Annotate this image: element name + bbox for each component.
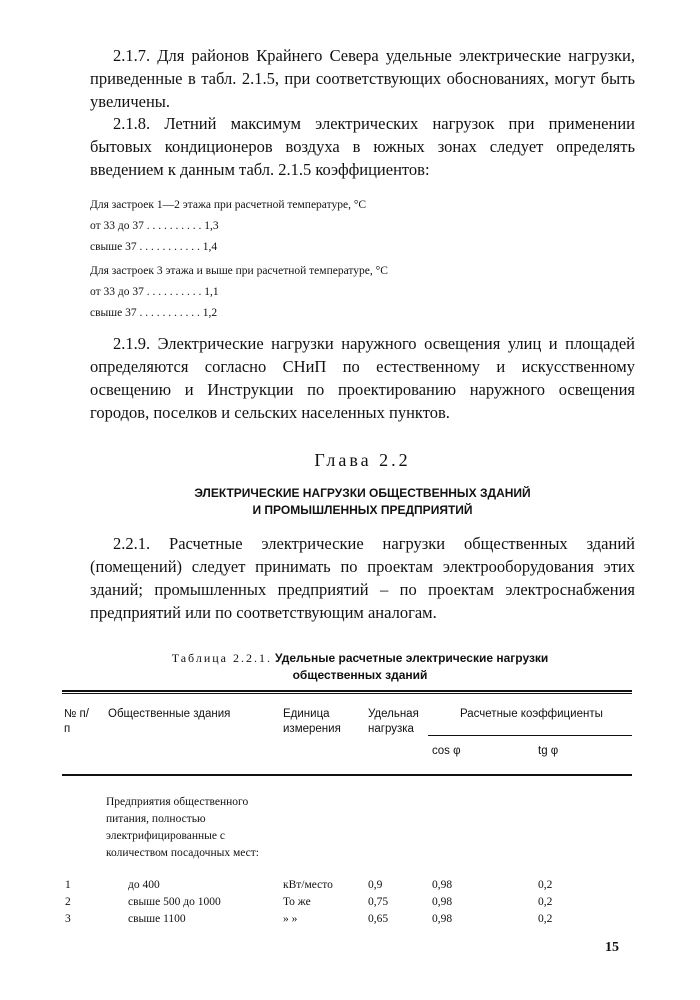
chapter-subtitle-line: ЭЛЕКТРИЧЕСКИЕ НАГРУЗКИ ОБЩЕСТВЕННЫХ ЗДАНИЙ: [194, 486, 531, 500]
row-load: 0,65: [368, 913, 389, 925]
row-cos-phi: 0,98: [432, 879, 453, 891]
table-header-rule: [62, 774, 632, 776]
row-unit: То же: [283, 896, 311, 908]
table-title: общественных зданий: [292, 668, 428, 682]
column-header-load: Удельная нагрузка: [368, 708, 419, 735]
coefficient-line: свыше 37 . . . . . . . . . . . 1,4: [90, 241, 218, 253]
coefficient-line: от 33 до 37 . . . . . . . . . . 1,3: [90, 220, 219, 232]
row-tg-phi: 0,2: [538, 913, 553, 925]
row-unit: кВт/место: [283, 879, 333, 891]
row-load: 0,75: [368, 896, 389, 908]
column-header-coefficients: Расчетные коэффициенты: [460, 708, 603, 720]
row-tg-phi: 0,2: [538, 896, 553, 908]
table-top-rule: [62, 690, 632, 692]
table-caption: [120, 650, 600, 684]
coefficient-heading: Для застроек 3 этажа и выше при расчетной температуре, °С: [90, 265, 388, 277]
row-number: 2: [65, 896, 71, 908]
row-number: 1: [65, 879, 71, 891]
paragraph-2-1-7: 2.1.7. Для районов Крайнего Севера удельные электрические нагрузки, приведенные в табл. 2.1.5, при соответствующих обоснованиях, могут быть увеличены.: [90, 46, 635, 111]
table-top-rule: [62, 693, 632, 694]
paragraph-2-1-9: 2.1.9. Электрические нагрузки наружного освещения улиц и площадей определяются согласно СНиП по естественному и искусственному освещению и Инструкции по проектированию наружного освещения городов, поселков и сельских населенных пунктов.: [90, 334, 635, 422]
row-number: 3: [65, 913, 71, 925]
column-header-number: № п/п: [64, 708, 89, 735]
row-unit: » »: [283, 913, 298, 925]
coefficient-block-1: [90, 195, 366, 258]
header-divider: [428, 735, 632, 736]
coefficient-line: свыше 37 . . . . . . . . . . . 1,2: [90, 307, 218, 319]
chapter-heading: Глава 2.2: [314, 450, 411, 470]
table-group-description: Предприятия общественного питания, полностью электрифицированные с количеством посадочных мест:: [106, 796, 259, 859]
page-number: 15: [605, 940, 619, 955]
coefficient-block-2: [90, 261, 388, 324]
column-header-unit: Единица измерения: [283, 708, 341, 735]
row-description: до 400: [128, 879, 160, 891]
chapter-subtitle-line: И ПРОМЫШЛЕННЫХ ПРЕДПРИЯТИЙ: [252, 503, 473, 517]
chapter-subtitle: [90, 485, 635, 519]
paragraph-2-2-1: 2.2.1. Расчетные электрические нагрузки общественных зданий (помещений) следует принимать по проектам электрооборудования этих зданий; промышленных предприятий – по проектам электроснабжения предприятий или по соответствующим аналогам.: [90, 534, 635, 622]
column-header-name: Общественные здания: [108, 708, 231, 720]
row-description: свыше 500 до 1000: [128, 896, 221, 908]
row-description: свыше 1100: [128, 913, 186, 925]
coefficient-line: от 33 до 37 . . . . . . . . . . 1,1: [90, 286, 219, 298]
row-cos-phi: 0,98: [432, 913, 453, 925]
row-tg-phi: 0,2: [538, 879, 553, 891]
row-cos-phi: 0,98: [432, 896, 453, 908]
column-header-cos-phi: cos φ: [432, 745, 461, 757]
coefficient-heading: Для застроек 1—2 этажа при расчетной температуре, °С: [90, 199, 367, 211]
table-title: Удельные расчетные электрические нагрузки: [275, 651, 549, 665]
row-load: 0,9: [368, 879, 383, 891]
paragraph-2-1-8: 2.1.8. Летний максимум электрических нагрузок при применении бытовых кондиционеров воздуха в южных зонах следует определять введением к данным табл. 2.1.5 коэффициентов:: [90, 114, 635, 179]
column-header-tg-phi: tg φ: [538, 745, 559, 757]
table-label: Таблица 2.2.1.: [171, 651, 273, 665]
